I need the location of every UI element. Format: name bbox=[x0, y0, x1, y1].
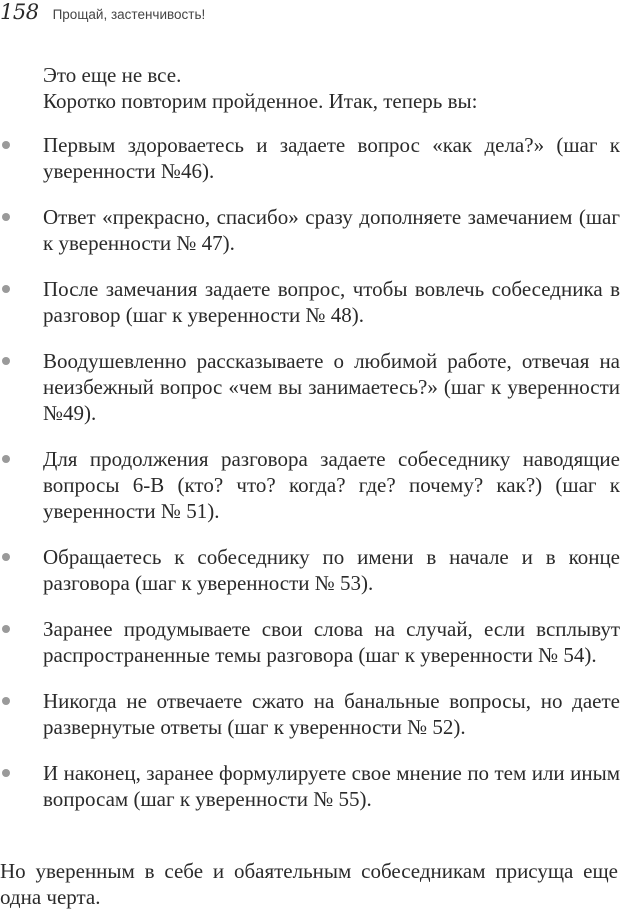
bullet-icon bbox=[2, 213, 10, 221]
list-item-text: Воодушевленно рассказываете о любимой работе, отвечая на неизбежный вопрос «чем вы занимаетесь?» (шаг к уверенности №49). bbox=[43, 349, 620, 425]
list-item bbox=[0, 204, 620, 256]
list-item bbox=[0, 276, 620, 328]
list-item-text: И наконец, заранее формулируете свое мнение по тем или иным вопросам (шаг к уверенности № 55). bbox=[43, 761, 620, 811]
bullet-icon bbox=[2, 285, 10, 293]
intro-line-2: Коротко повторим пройденное. Итак, теперь вы: bbox=[43, 89, 478, 113]
list-item bbox=[0, 348, 620, 426]
running-title: Прощай, застенчивость! bbox=[52, 7, 206, 22]
bullet-icon bbox=[2, 455, 10, 463]
page-number: 158 bbox=[0, 0, 39, 24]
list-item-text: Ответ «прекрасно, спасибо» сразу дополняете замечанием (шаг к уверенности № 47). bbox=[43, 205, 620, 255]
intro-paragraph bbox=[43, 62, 618, 114]
closing-paragraph: Но уверенным в себе и обаятельным собеседникам присуща еще одна черта. bbox=[0, 859, 618, 909]
list-item-text: После замечания задаете вопрос, чтобы вовлечь собеседника в разговор (шаг к уверенности № 48). bbox=[43, 277, 620, 327]
summary-list bbox=[0, 132, 620, 832]
list-item bbox=[0, 446, 620, 524]
list-item-text: Первым здороваетесь и задаете вопрос «как дела?» (шаг к уверенности №46). bbox=[43, 133, 620, 183]
list-item bbox=[0, 760, 620, 812]
list-item-text: Для продолжения разговора задаете собеседнику наводящие вопросы 6-В (кто? что? когда? где? почему? как?) (шаг к уверенности № 51). bbox=[43, 447, 620, 523]
bullet-icon bbox=[2, 357, 10, 365]
bullet-icon bbox=[2, 625, 10, 633]
list-item-text: Никогда не отвечаете сжато на банальные вопросы, но даете развернутые ответы (шаг к уверенности № 52). bbox=[43, 689, 620, 739]
page-header bbox=[0, 0, 205, 24]
bullet-icon bbox=[2, 697, 10, 705]
bullet-icon bbox=[2, 141, 10, 149]
list-item-text: Обращаетесь к собеседнику по имени в начале и в конце разговора (шаг к уверенности № 53). bbox=[43, 545, 620, 595]
bullet-icon bbox=[2, 769, 10, 777]
list-item bbox=[0, 688, 620, 740]
list-item bbox=[0, 616, 620, 668]
list-item-text: Заранее продумываете свои слова на случай, если всплывут распространенные темы разговора (шаг к уверенности № 54). bbox=[43, 617, 620, 667]
list-item bbox=[0, 132, 620, 184]
intro-line-1: Это еще не все. bbox=[43, 63, 182, 87]
list-item bbox=[0, 544, 620, 596]
bullet-icon bbox=[2, 553, 10, 561]
